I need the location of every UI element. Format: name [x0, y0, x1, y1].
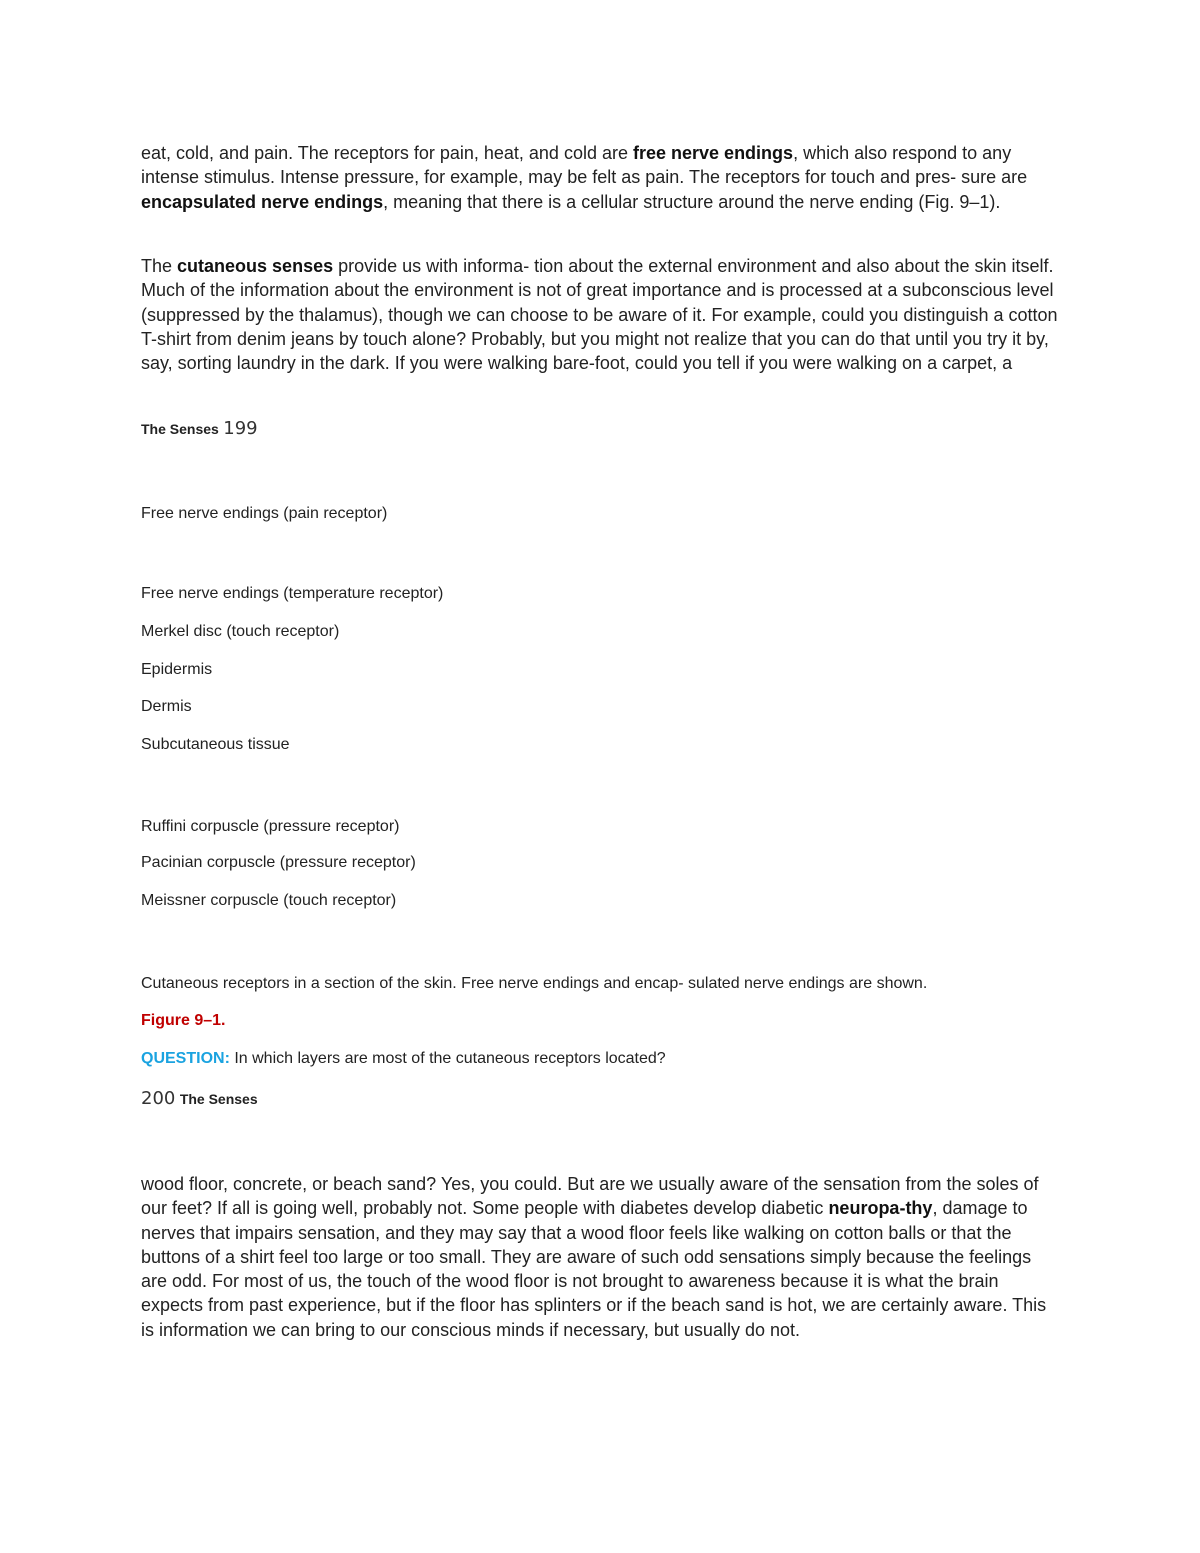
page-number: 199	[223, 418, 258, 439]
figure-label-item: Free nerve endings (pain receptor)	[141, 505, 388, 522]
figure-label-item: Meissner corpuscle (touch receptor)	[141, 892, 397, 909]
figure-question	[141, 1049, 666, 1069]
figure-caption: Cutaneous receptors in a section of the skin. Free nerve endings and encap- sulated nerve endings are shown.	[141, 975, 928, 992]
header-title: The Senses	[141, 421, 219, 437]
figure-label-item: Free nerve endings (temperature receptor)	[141, 585, 444, 602]
figure-label-item: Subcutaneous tissue	[141, 736, 290, 753]
figure-label-item: Merkel disc (touch receptor)	[141, 623, 340, 640]
text: provide us with informa- tion about the external environment and also about the skin itself. Much of the information about the environment is not of great importance and is processed at a subconscious level (suppressed by the thalamus), though we can choose to be aware of it. For example, could you distinguish a cotton T-shirt from denim jeans by touch alone? Probably, but you might not realize that you can do that until you try it by, say, sorting laundry in the dark. If you were walking bare-foot, could you tell if you were walking on a carpet, a	[141, 256, 1058, 374]
figure-number: Figure 9–1.	[141, 1012, 226, 1029]
paragraph-cutaneous-senses	[141, 254, 1061, 375]
figure-label-item: Epidermis	[141, 661, 213, 678]
text: , damage to nerves that impairs sensation, and they may say that a wood floor feels like walking on cotton balls or that the buttons of a shirt feel too large or too small. They are aware of such odd sensations simply because the feelings are odd. For most of us, the touch of the wood floor is not brought to awareness because it is what the brain expects from past experience, but if the floor has splinters or if the beach sand is hot, we are certainly aware. This is information we can bring to our conscious minds if necessary, but usually do not.	[141, 1198, 1047, 1340]
text: eat, cold, and pain. The receptors for pain, heat, and cold are	[141, 143, 633, 163]
term-neuropathy: neuropa-thy	[828, 1198, 933, 1219]
figure-label-item: Ruffini corpuscle (pressure receptor)	[141, 818, 400, 835]
figure-label-item: Dermis	[141, 698, 192, 715]
text: , meaning that there is a cellular structure around the nerve ending (Fig. 9–1).	[383, 191, 1001, 212]
term-cutaneous-senses: cutaneous senses	[177, 256, 334, 276]
header-title: The Senses	[179, 1091, 258, 1107]
question-text: In which layers are most of the cutaneous receptors located?	[229, 1050, 666, 1067]
figure-label-item: Pacinian corpuscle (pressure receptor)	[141, 854, 416, 871]
question-label: QUESTION:	[141, 1050, 230, 1067]
text: wood floor, concrete, or beach sand? Yes, you could. But are we usually aware of the sensation from the soles of our feet? If all is going well, probably not. Some people with diabetes develop diabetic	[141, 1174, 1039, 1219]
term-encapsulated-nerve-endings: encapsulated nerve endings	[141, 191, 384, 212]
text: The	[141, 256, 178, 276]
page-number: 200	[141, 1088, 176, 1109]
running-header-199	[141, 418, 258, 439]
text: , which also respond to any intense stimulus. Intense pressure, for example, may be felt as pain. The receptors for touch and pres- sure are	[141, 143, 1028, 188]
paragraph-neuropathy	[141, 1172, 1061, 1342]
paragraph-intro	[141, 141, 1061, 214]
running-header-200	[141, 1088, 258, 1109]
term-free-nerve-endings: free nerve endings	[633, 143, 794, 163]
